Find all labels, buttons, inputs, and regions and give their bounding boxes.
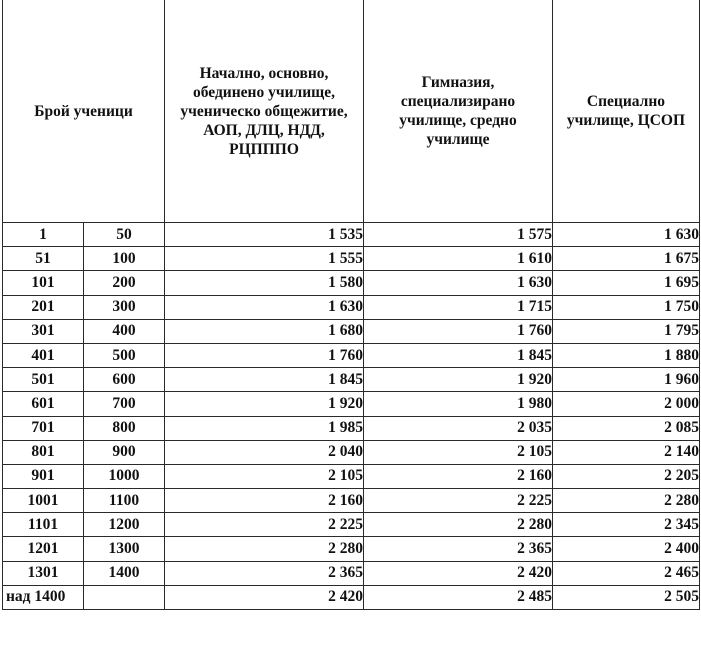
cell-range-to: 50 [84,223,165,247]
cell-primary-value: 1 630 [165,295,364,319]
cell-secondary-value: 2 035 [364,416,553,440]
cell-special-value: 2 400 [553,537,700,561]
cell-range-to: 700 [84,392,165,416]
cell-special-value: 1 750 [553,295,700,319]
cell-range-to: 1400 [84,561,165,585]
cell-secondary-value: 1 575 [364,223,553,247]
cell-range-to: 100 [84,247,165,271]
header-secondary-schools [364,0,553,223]
cell-range-from: 601 [3,392,84,416]
table-row [3,271,700,295]
cell-special-value: 1 795 [553,319,700,343]
cell-range-from: 301 [3,319,84,343]
cell-range-to: 800 [84,416,165,440]
table-row [3,295,700,319]
table-row [3,247,700,271]
cell-range-from: над 1400 [3,585,84,609]
cell-range-from: 1301 [3,561,84,585]
cell-special-value: 2 465 [553,561,700,585]
cell-range-from: 201 [3,295,84,319]
cell-special-value: 2 505 [553,585,700,609]
cell-range-to: 600 [84,368,165,392]
cell-secondary-value: 1 630 [364,271,553,295]
cell-range-to [84,585,165,609]
cell-secondary-value: 1 760 [364,319,553,343]
table-row [3,489,700,513]
cell-secondary-value: 2 225 [364,489,553,513]
cell-primary-value: 2 160 [165,489,364,513]
cell-primary-value: 1 920 [165,392,364,416]
header-primary-schools [165,0,364,223]
cell-special-value: 2 345 [553,513,700,537]
cell-range-from: 1001 [3,489,84,513]
header-student-count [3,0,165,223]
cell-range-from: 801 [3,440,84,464]
cell-range-to: 1200 [84,513,165,537]
header-primary-schools-label: Начално, основно, обединено училище, ученическо общежитие, АОП, ДЛЦ, НДД, РЦПППО [180,64,348,158]
cell-range-from: 701 [3,416,84,440]
cell-primary-value: 2 280 [165,537,364,561]
cell-special-value: 1 880 [553,343,700,367]
cell-primary-value: 2 105 [165,464,364,488]
table-row [3,416,700,440]
cell-secondary-value: 2 160 [364,464,553,488]
cell-secondary-value: 2 280 [364,513,553,537]
cell-secondary-value: 1 980 [364,392,553,416]
cell-primary-value: 2 365 [165,561,364,585]
cell-secondary-value: 1 610 [364,247,553,271]
cell-range-to: 300 [84,295,165,319]
table-row [3,319,700,343]
cell-secondary-value: 2 365 [364,537,553,561]
cell-primary-value: 1 535 [165,223,364,247]
cell-special-value: 2 140 [553,440,700,464]
cell-special-value: 2 085 [553,416,700,440]
cell-primary-value: 2 420 [165,585,364,609]
cell-secondary-value: 1 715 [364,295,553,319]
cell-range-from: 901 [3,464,84,488]
cell-range-to: 400 [84,319,165,343]
table-header-row [3,0,700,223]
cell-special-value: 2 205 [553,464,700,488]
cell-range-from: 1101 [3,513,84,537]
cell-primary-value: 1 555 [165,247,364,271]
table-row [3,537,700,561]
cell-range-from: 501 [3,368,84,392]
header-special-schools [553,0,700,223]
cell-special-value: 1 630 [553,223,700,247]
cell-primary-value: 1 985 [165,416,364,440]
table-row [3,585,700,609]
header-secondary-schools-label: Гимназия, специализирано училище, средно училище [399,74,517,148]
cell-range-to: 900 [84,440,165,464]
cell-secondary-value: 2 420 [364,561,553,585]
cell-special-value: 2 280 [553,489,700,513]
cell-range-from: 101 [3,271,84,295]
header-student-count-label: Брой ученици [34,102,133,120]
cell-special-value: 1 695 [553,271,700,295]
cell-range-to: 1000 [84,464,165,488]
cell-range-from: 401 [3,343,84,367]
cell-secondary-value: 1 920 [364,368,553,392]
header-special-schools-label: Специално училище, ЦСОП [566,93,686,129]
cell-primary-value: 2 225 [165,513,364,537]
table-body [3,223,700,610]
cell-primary-value: 1 845 [165,368,364,392]
cell-secondary-value: 1 845 [364,343,553,367]
student-count-table [2,0,700,610]
cell-primary-value: 1 680 [165,319,364,343]
cell-range-from: 1 [3,223,84,247]
table-row [3,368,700,392]
cell-secondary-value: 2 485 [364,585,553,609]
cell-special-value: 2 000 [553,392,700,416]
table-row [3,561,700,585]
table-row [3,343,700,367]
cell-range-from: 1201 [3,537,84,561]
cell-range-from: 51 [3,247,84,271]
table-row [3,464,700,488]
cell-range-to: 500 [84,343,165,367]
table-row [3,513,700,537]
cell-range-to: 1300 [84,537,165,561]
table-row [3,440,700,464]
cell-primary-value: 1 580 [165,271,364,295]
table-row [3,392,700,416]
cell-range-to: 200 [84,271,165,295]
cell-special-value: 1 960 [553,368,700,392]
cell-special-value: 1 675 [553,247,700,271]
cell-range-to: 1100 [84,489,165,513]
cell-secondary-value: 2 105 [364,440,553,464]
table-row [3,223,700,247]
cell-primary-value: 2 040 [165,440,364,464]
cell-primary-value: 1 760 [165,343,364,367]
